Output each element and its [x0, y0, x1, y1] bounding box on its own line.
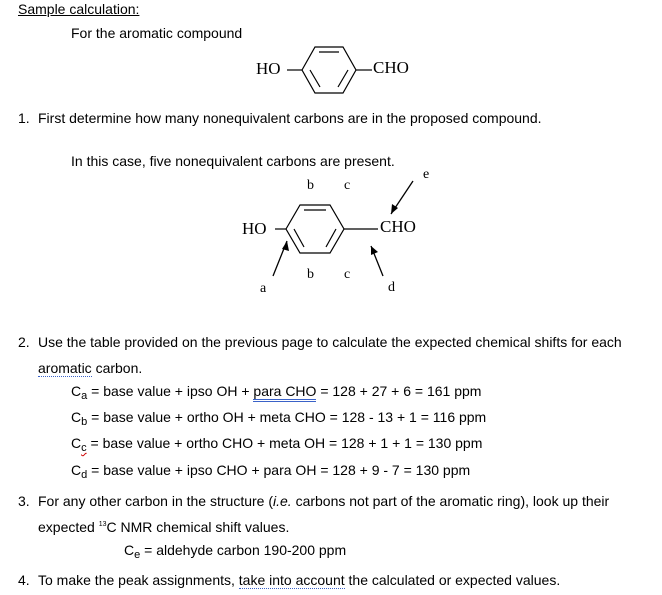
equation-ca: $C_a$ = base value + ipso OH + para CHO = 128 + 27 + 6 = 161 ppm: [71, 383, 482, 402]
mol2-left-group: HO: [242, 219, 267, 238]
step2-number: 2.: [18, 334, 30, 350]
mol1-left-group: HO: [256, 59, 281, 78]
step3-line2: expected $^{13}$C NMR chemical shift values.: [38, 519, 290, 535]
label-a: a: [260, 281, 267, 296]
equation-cb: $C_b$ = base value + ortho OH + meta CHO = 128 - 13 + 1 = 116 ppm: [71, 409, 487, 428]
molecule-2-ring: [275, 205, 378, 253]
step2-aromatic-word: aromatic: [38, 360, 92, 376]
step4-text: To make the peak assignments, take into account the calculated or expected values.: [38, 572, 561, 588]
step3-line1: For any other carbon in the structure (i.e. carbons not part of the aromatic ring), look up their: [38, 493, 610, 509]
step2-line1: Use the table provided on the previous page to calculate the expected chemical shifts for each: [38, 334, 622, 350]
label-b-bottom: b: [307, 267, 314, 282]
label-b-top: b: [307, 178, 314, 193]
mol1-right-group: CHO: [373, 58, 409, 77]
step4-number: 4.: [18, 572, 30, 588]
molecule-1-ring: [287, 47, 372, 93]
equation-cd: $C_d$ = base value + ipso CHO + para OH = 128 + 9 - 7 = 130 ppm: [71, 462, 471, 481]
equation-ce: $C_e$ = aldehyde carbon 190-200 ppm: [124, 542, 347, 561]
step1-number: 1.: [18, 110, 30, 126]
label-d: d: [388, 280, 395, 295]
step3-number: 3.: [18, 493, 30, 509]
label-c-top: c: [344, 178, 351, 193]
step1-text: First determine how many nonequivalent carbons are in the proposed compound.: [38, 110, 542, 126]
step1-detail: In this case, five nonequivalent carbons are present.: [71, 153, 395, 169]
label-c-bottom: c: [344, 267, 351, 282]
mol2-right-group: CHO: [380, 217, 416, 236]
intro-text: For the aromatic compound: [71, 25, 243, 41]
label-e: e: [423, 167, 430, 182]
heading: Sample calculation:: [18, 1, 140, 17]
step2-line2: aromatic carbon.: [38, 360, 143, 376]
equation-cc: $C_c$ = base value + ortho CHO + meta OH = 128 + 1 + 1 = 130 ppm: [71, 435, 483, 454]
